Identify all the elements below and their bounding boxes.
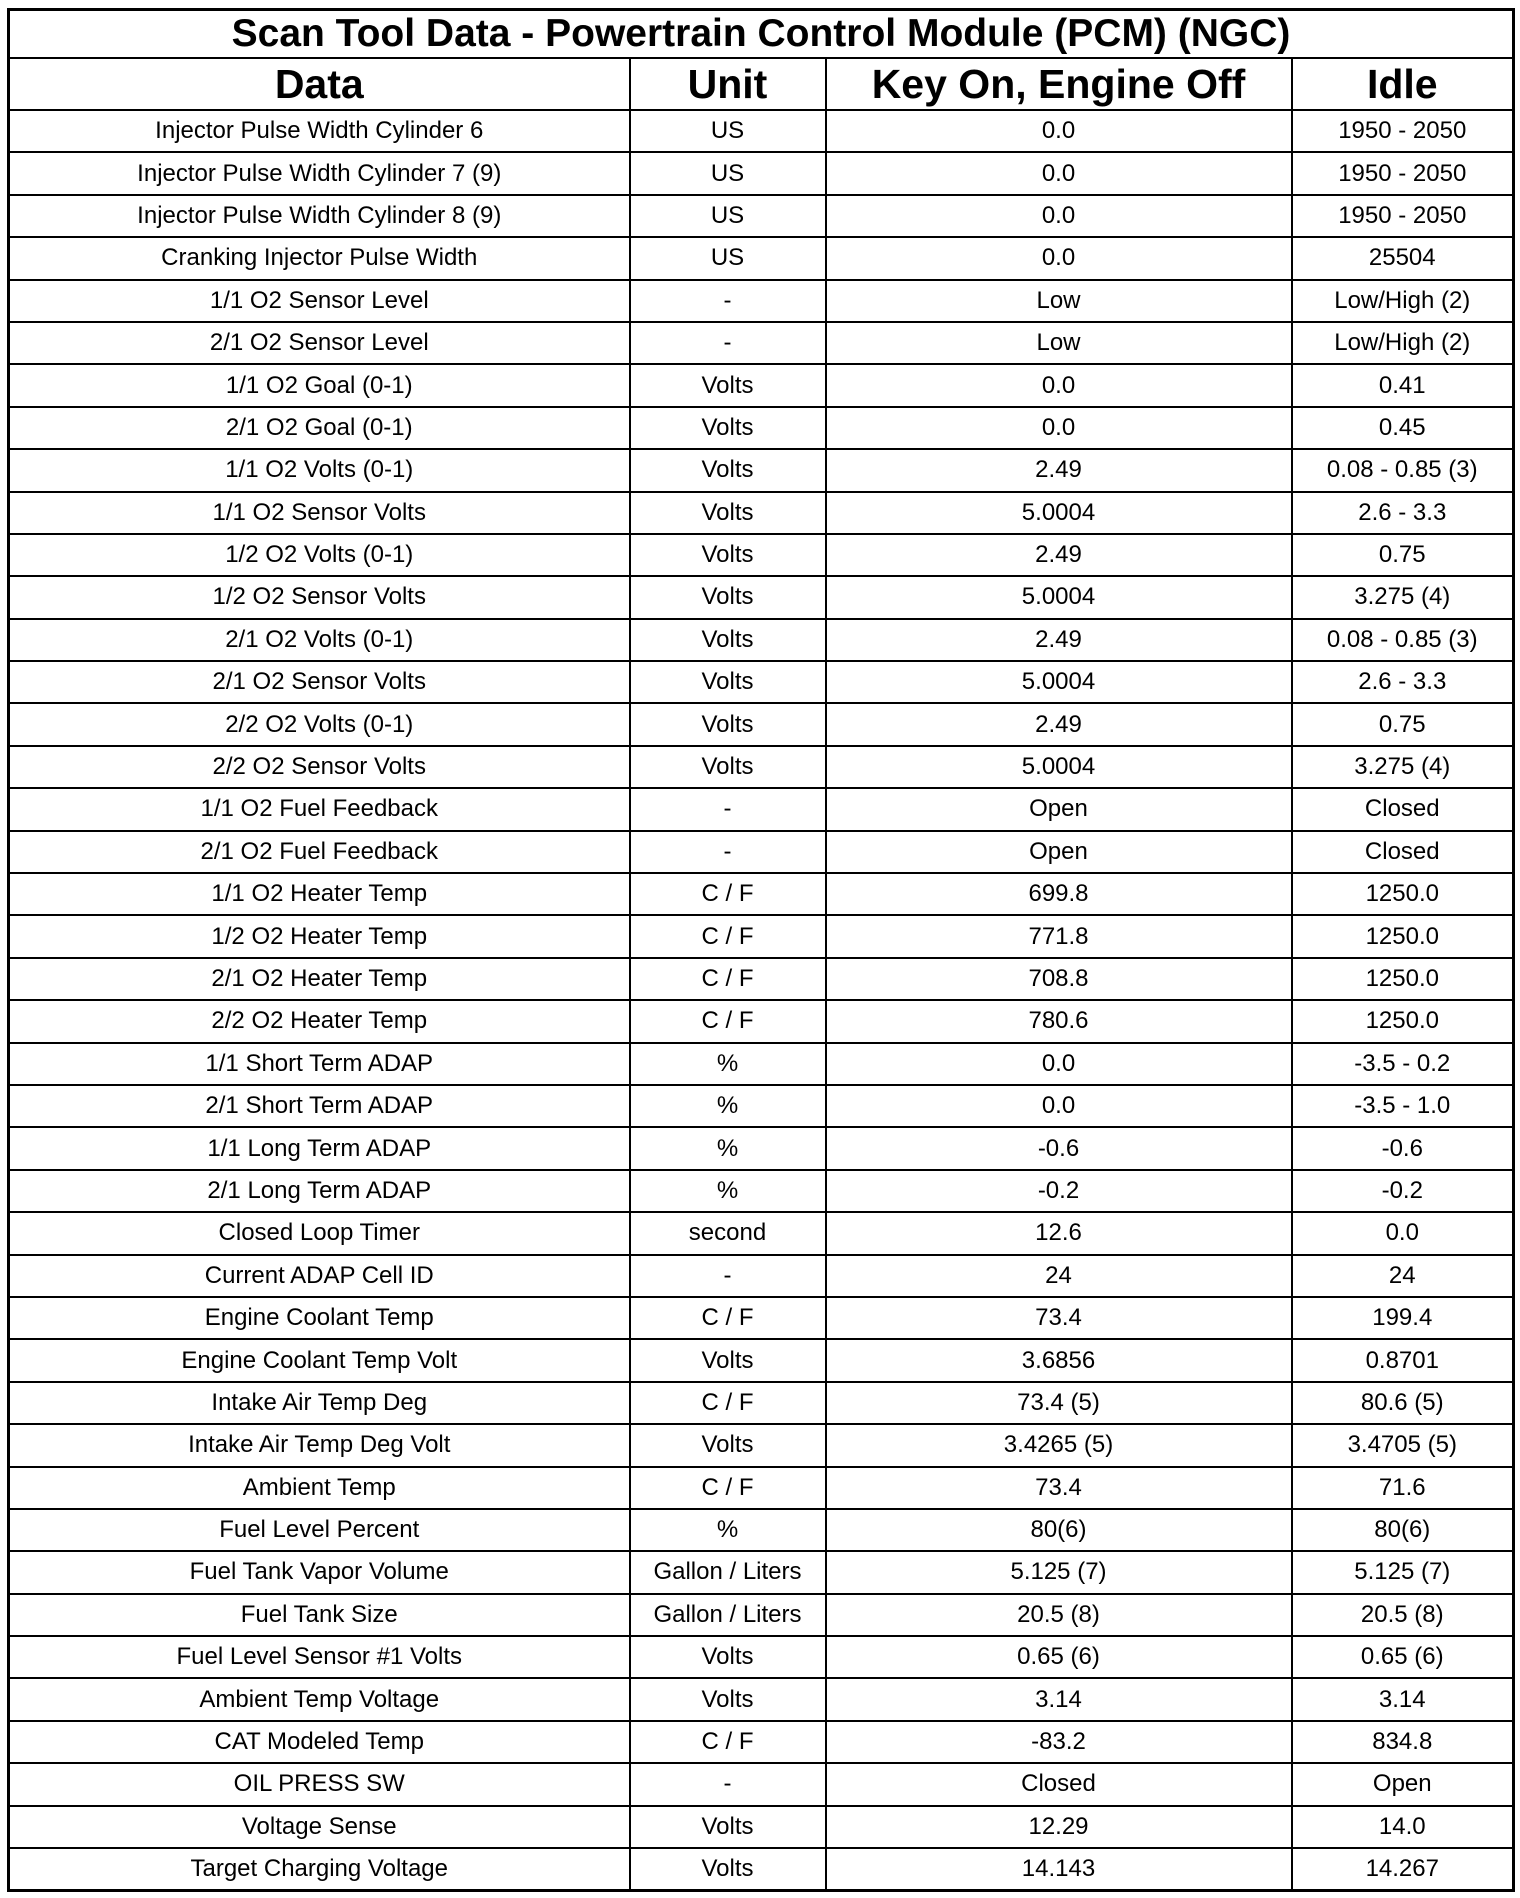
cell-idle: Open — [1292, 1763, 1514, 1805]
cell-key-on-engine-off: 2.49 — [826, 703, 1292, 745]
cell-data: Closed Loop Timer — [9, 1212, 630, 1254]
cell-data: OIL PRESS SW — [9, 1763, 630, 1805]
cell-key-on-engine-off: 0.0 — [826, 110, 1292, 152]
cell-idle: -0.2 — [1292, 1170, 1514, 1212]
cell-unit: Volts — [630, 661, 826, 703]
cell-unit: Volts — [630, 407, 826, 449]
table-row — [9, 703, 1514, 745]
cell-data: 1/2 O2 Sensor Volts — [9, 576, 630, 618]
table-row — [9, 237, 1514, 279]
cell-unit: Volts — [630, 576, 826, 618]
cell-idle: 25504 — [1292, 237, 1514, 279]
table-row — [9, 322, 1514, 364]
cell-data: Intake Air Temp Deg — [9, 1382, 630, 1424]
table-row — [9, 407, 1514, 449]
table-row — [9, 1509, 1514, 1551]
cell-idle: 0.65 (6) — [1292, 1636, 1514, 1678]
cell-key-on-engine-off: 0.0 — [826, 407, 1292, 449]
table-row — [9, 1678, 1514, 1720]
cell-idle: Closed — [1292, 831, 1514, 873]
cell-key-on-engine-off: 2.49 — [826, 534, 1292, 576]
cell-idle: Closed — [1292, 788, 1514, 830]
cell-key-on-engine-off: 3.14 — [826, 1678, 1292, 1720]
cell-key-on-engine-off: 0.0 — [826, 195, 1292, 237]
cell-idle: 14.0 — [1292, 1806, 1514, 1848]
cell-key-on-engine-off: 708.8 — [826, 958, 1292, 1000]
table-row — [9, 1339, 1514, 1381]
table-row — [9, 1636, 1514, 1678]
cell-data: CAT Modeled Temp — [9, 1721, 630, 1763]
cell-data: 2/1 O2 Sensor Volts — [9, 661, 630, 703]
cell-key-on-engine-off: 5.0004 — [826, 576, 1292, 618]
table-row — [9, 619, 1514, 661]
cell-unit: - — [630, 280, 826, 322]
cell-unit: second — [630, 1212, 826, 1254]
cell-key-on-engine-off: 699.8 — [826, 873, 1292, 915]
table-row — [9, 534, 1514, 576]
table-row — [9, 1467, 1514, 1509]
table-row — [9, 661, 1514, 703]
cell-key-on-engine-off: 0.0 — [826, 1085, 1292, 1127]
cell-unit: US — [630, 195, 826, 237]
column-header-unit: Unit — [630, 58, 826, 110]
table-row — [9, 1212, 1514, 1254]
cell-key-on-engine-off: 24 — [826, 1255, 1292, 1297]
cell-key-on-engine-off: 12.6 — [826, 1212, 1292, 1254]
cell-data: Voltage Sense — [9, 1806, 630, 1848]
cell-unit: C / F — [630, 1382, 826, 1424]
cell-data: 1/1 Long Term ADAP — [9, 1127, 630, 1169]
cell-idle: 834.8 — [1292, 1721, 1514, 1763]
cell-data: 1/2 O2 Heater Temp — [9, 915, 630, 957]
cell-data: Ambient Temp — [9, 1467, 630, 1509]
cell-data: 1/1 O2 Heater Temp — [9, 873, 630, 915]
table-title-row — [9, 10, 1514, 59]
scan-tool-data-table — [7, 8, 1515, 1892]
cell-unit: C / F — [630, 958, 826, 1000]
table-row — [9, 831, 1514, 873]
cell-key-on-engine-off: 20.5 (8) — [826, 1594, 1292, 1636]
table-row — [9, 1763, 1514, 1805]
cell-idle: 71.6 — [1292, 1467, 1514, 1509]
table-row — [9, 1594, 1514, 1636]
cell-idle: 0.0 — [1292, 1212, 1514, 1254]
cell-data: Fuel Level Sensor #1 Volts — [9, 1636, 630, 1678]
cell-key-on-engine-off: Low — [826, 280, 1292, 322]
cell-data: Engine Coolant Temp Volt — [9, 1339, 630, 1381]
cell-data: 2/1 Short Term ADAP — [9, 1085, 630, 1127]
cell-key-on-engine-off: 80(6) — [826, 1509, 1292, 1551]
cell-unit: Volts — [630, 1848, 826, 1891]
cell-key-on-engine-off: 0.0 — [826, 364, 1292, 406]
cell-data: Fuel Tank Size — [9, 1594, 630, 1636]
cell-unit: - — [630, 1255, 826, 1297]
cell-idle: -3.5 - 1.0 — [1292, 1085, 1514, 1127]
cell-data: 2/1 Long Term ADAP — [9, 1170, 630, 1212]
cell-key-on-engine-off: 12.29 — [826, 1806, 1292, 1848]
cell-key-on-engine-off: 0.0 — [826, 237, 1292, 279]
cell-unit: Volts — [630, 619, 826, 661]
cell-unit: US — [630, 237, 826, 279]
table-row — [9, 1806, 1514, 1848]
cell-key-on-engine-off: 0.65 (6) — [826, 1636, 1292, 1678]
column-header-key-on-engine-off: Key On, Engine Off — [826, 58, 1292, 110]
cell-idle: 80(6) — [1292, 1509, 1514, 1551]
table-row — [9, 915, 1514, 957]
table-row — [9, 492, 1514, 534]
table-row — [9, 1551, 1514, 1593]
cell-unit: US — [630, 110, 826, 152]
cell-idle: 199.4 — [1292, 1297, 1514, 1339]
cell-key-on-engine-off: 2.49 — [826, 619, 1292, 661]
cell-idle: 80.6 (5) — [1292, 1382, 1514, 1424]
cell-key-on-engine-off: 5.0004 — [826, 492, 1292, 534]
cell-unit: Volts — [630, 1636, 826, 1678]
cell-unit: C / F — [630, 1000, 826, 1042]
cell-data: 1/1 O2 Volts (0-1) — [9, 449, 630, 491]
cell-data: Injector Pulse Width Cylinder 6 — [9, 110, 630, 152]
table-row — [9, 152, 1514, 194]
table-row — [9, 449, 1514, 491]
cell-data: 1/1 Short Term ADAP — [9, 1043, 630, 1085]
cell-data: 1/1 O2 Goal (0-1) — [9, 364, 630, 406]
table-row — [9, 746, 1514, 788]
cell-idle: 3.275 (4) — [1292, 576, 1514, 618]
cell-unit: Volts — [630, 1424, 826, 1466]
cell-data: Injector Pulse Width Cylinder 7 (9) — [9, 152, 630, 194]
cell-unit: Volts — [630, 492, 826, 534]
cell-unit: % — [630, 1127, 826, 1169]
cell-key-on-engine-off: 780.6 — [826, 1000, 1292, 1042]
cell-idle: 1250.0 — [1292, 958, 1514, 1000]
table-row — [9, 364, 1514, 406]
cell-data: 1/1 O2 Sensor Volts — [9, 492, 630, 534]
cell-idle: Low/High (2) — [1292, 322, 1514, 364]
cell-key-on-engine-off: -0.2 — [826, 1170, 1292, 1212]
cell-unit: C / F — [630, 1467, 826, 1509]
cell-data: 2/1 O2 Heater Temp — [9, 958, 630, 1000]
table-row — [9, 1255, 1514, 1297]
cell-data: Intake Air Temp Deg Volt — [9, 1424, 630, 1466]
cell-data: 2/1 O2 Volts (0-1) — [9, 619, 630, 661]
cell-idle: 2.6 - 3.3 — [1292, 661, 1514, 703]
cell-data: 2/2 O2 Heater Temp — [9, 1000, 630, 1042]
cell-idle: 1250.0 — [1292, 915, 1514, 957]
cell-idle: 0.8701 — [1292, 1339, 1514, 1381]
cell-data: Injector Pulse Width Cylinder 8 (9) — [9, 195, 630, 237]
cell-key-on-engine-off: 73.4 (5) — [826, 1382, 1292, 1424]
cell-key-on-engine-off: 5.125 (7) — [826, 1551, 1292, 1593]
cell-key-on-engine-off: Open — [826, 788, 1292, 830]
table-row — [9, 1848, 1514, 1891]
cell-idle: 1250.0 — [1292, 1000, 1514, 1042]
cell-data: Target Charging Voltage — [9, 1848, 630, 1891]
cell-idle: 1950 - 2050 — [1292, 195, 1514, 237]
cell-idle: 0.75 — [1292, 703, 1514, 745]
cell-key-on-engine-off: -0.6 — [826, 1127, 1292, 1169]
table-body — [9, 110, 1514, 1891]
cell-unit: % — [630, 1085, 826, 1127]
cell-unit: - — [630, 1763, 826, 1805]
table-row — [9, 958, 1514, 1000]
table-row — [9, 1721, 1514, 1763]
cell-data: 2/1 O2 Goal (0-1) — [9, 407, 630, 449]
cell-unit: % — [630, 1043, 826, 1085]
cell-idle: 1950 - 2050 — [1292, 110, 1514, 152]
cell-idle: 3.4705 (5) — [1292, 1424, 1514, 1466]
cell-idle: 3.14 — [1292, 1678, 1514, 1720]
table-row — [9, 1170, 1514, 1212]
cell-key-on-engine-off: -83.2 — [826, 1721, 1292, 1763]
cell-key-on-engine-off: 2.49 — [826, 449, 1292, 491]
cell-data: 2/1 O2 Fuel Feedback — [9, 831, 630, 873]
cell-idle: 0.41 — [1292, 364, 1514, 406]
cell-key-on-engine-off: Closed — [826, 1763, 1292, 1805]
cell-data: Cranking Injector Pulse Width — [9, 237, 630, 279]
table-row — [9, 1043, 1514, 1085]
cell-unit: Volts — [630, 364, 826, 406]
table-row — [9, 1382, 1514, 1424]
cell-key-on-engine-off: 5.0004 — [826, 746, 1292, 788]
cell-unit: C / F — [630, 873, 826, 915]
table-row — [9, 1297, 1514, 1339]
cell-data: 1/1 O2 Sensor Level — [9, 280, 630, 322]
cell-data: 2/1 O2 Sensor Level — [9, 322, 630, 364]
cell-key-on-engine-off: 73.4 — [826, 1297, 1292, 1339]
table-row — [9, 873, 1514, 915]
cell-key-on-engine-off: 3.6856 — [826, 1339, 1292, 1381]
cell-data: Fuel Level Percent — [9, 1509, 630, 1551]
cell-unit: US — [630, 152, 826, 194]
cell-key-on-engine-off: 14.143 — [826, 1848, 1292, 1891]
cell-idle: 3.275 (4) — [1292, 746, 1514, 788]
cell-unit: % — [630, 1170, 826, 1212]
table-title: Scan Tool Data - Powertrain Control Module (PCM) (NGC) — [9, 10, 1514, 59]
cell-data: 1/2 O2 Volts (0-1) — [9, 534, 630, 576]
table-row — [9, 576, 1514, 618]
cell-unit: Volts — [630, 449, 826, 491]
cell-unit: Volts — [630, 746, 826, 788]
column-header-row — [9, 58, 1514, 110]
cell-key-on-engine-off: 0.0 — [826, 152, 1292, 194]
cell-unit: Volts — [630, 534, 826, 576]
cell-data: Ambient Temp Voltage — [9, 1678, 630, 1720]
cell-data: 2/2 O2 Sensor Volts — [9, 746, 630, 788]
cell-unit: Volts — [630, 1339, 826, 1381]
cell-unit: Gallon / Liters — [630, 1551, 826, 1593]
cell-idle: 14.267 — [1292, 1848, 1514, 1891]
cell-unit: % — [630, 1509, 826, 1551]
cell-unit: Volts — [630, 703, 826, 745]
cell-unit: - — [630, 788, 826, 830]
cell-data: Current ADAP Cell ID — [9, 1255, 630, 1297]
cell-idle: 5.125 (7) — [1292, 1551, 1514, 1593]
table-row — [9, 1127, 1514, 1169]
cell-unit: - — [630, 322, 826, 364]
column-header-idle: Idle — [1292, 58, 1514, 110]
cell-data: Engine Coolant Temp — [9, 1297, 630, 1339]
cell-unit: C / F — [630, 915, 826, 957]
cell-unit: C / F — [630, 1721, 826, 1763]
cell-idle: 0.08 - 0.85 (3) — [1292, 449, 1514, 491]
cell-key-on-engine-off: 5.0004 — [826, 661, 1292, 703]
cell-unit: Gallon / Liters — [630, 1594, 826, 1636]
table-row — [9, 1424, 1514, 1466]
table-row — [9, 195, 1514, 237]
cell-key-on-engine-off: Open — [826, 831, 1292, 873]
cell-key-on-engine-off: 0.0 — [826, 1043, 1292, 1085]
table-row — [9, 788, 1514, 830]
cell-idle: 1250.0 — [1292, 873, 1514, 915]
cell-idle: 1950 - 2050 — [1292, 152, 1514, 194]
cell-idle: 2.6 - 3.3 — [1292, 492, 1514, 534]
table-row — [9, 1085, 1514, 1127]
cell-idle: 0.45 — [1292, 407, 1514, 449]
table-row — [9, 1000, 1514, 1042]
cell-key-on-engine-off: 771.8 — [826, 915, 1292, 957]
cell-key-on-engine-off: Low — [826, 322, 1292, 364]
cell-data: Fuel Tank Vapor Volume — [9, 1551, 630, 1593]
cell-unit: Volts — [630, 1678, 826, 1720]
cell-idle: -3.5 - 0.2 — [1292, 1043, 1514, 1085]
cell-data: 2/2 O2 Volts (0-1) — [9, 703, 630, 745]
cell-data: 1/1 O2 Fuel Feedback — [9, 788, 630, 830]
table-row — [9, 280, 1514, 322]
cell-unit: Volts — [630, 1806, 826, 1848]
cell-key-on-engine-off: 3.4265 (5) — [826, 1424, 1292, 1466]
cell-unit: - — [630, 831, 826, 873]
cell-idle: 24 — [1292, 1255, 1514, 1297]
scan-tool-data-sheet — [7, 8, 1512, 1892]
cell-idle: 0.08 - 0.85 (3) — [1292, 619, 1514, 661]
column-header-data: Data — [9, 58, 630, 110]
cell-key-on-engine-off: 73.4 — [826, 1467, 1292, 1509]
table-row — [9, 110, 1514, 152]
cell-unit: C / F — [630, 1297, 826, 1339]
cell-idle: Low/High (2) — [1292, 280, 1514, 322]
cell-idle: 0.75 — [1292, 534, 1514, 576]
cell-idle: 20.5 (8) — [1292, 1594, 1514, 1636]
cell-idle: -0.6 — [1292, 1127, 1514, 1169]
